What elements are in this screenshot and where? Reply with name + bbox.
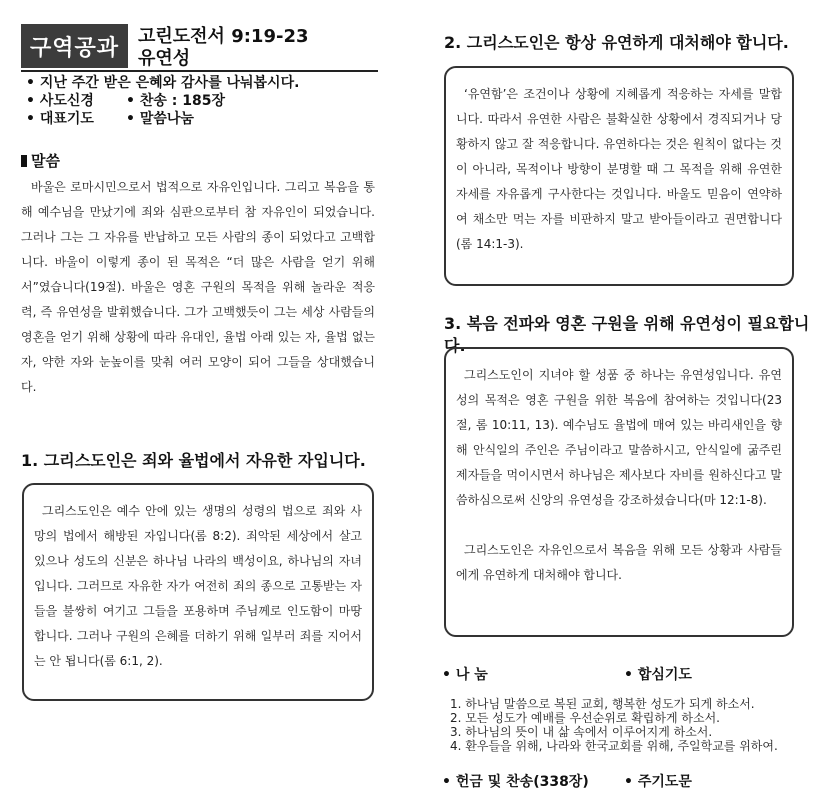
prayer-item: 2. 모든 성도가 예배를 우선순위로 확립하게 하소서. (450, 711, 720, 725)
header-tag: 구역공과 (21, 24, 128, 68)
point-1-text: 그리스도인은 예수 안에 있는 생명의 성령의 법으로 죄와 사망의 법에서 해방된 자입니다(롬 8:2). 죄악된 세상에서 살고 있으나 성도의 신분은 하나님 나라의 백성이요, 하나님의 자녀입니다. 그러므로 자유한 자가 여전히 죄의 종으로 고통받는 자들을 불쌍히 여기고 그들을 포용하며 주님께로 인도함이 마땅합니다. 그러나 구원의 은혜를 더하기 위해 일부러 죄를 지어서는 안 됩니다(롬 6:1, 2). (34, 504, 362, 668)
bullet-square-icon (21, 155, 27, 167)
point-1-heading: 1. 그리스도인은 죄와 율법에서 자유한 자입니다. (21, 451, 366, 470)
prayer-item: 3. 하나님의 뜻이 내 삶 속에서 이루어지게 하소서. (450, 725, 713, 739)
point-3-text: 그리스도인이 지녀야 할 성품 중 하나는 유연성입니다. 유연성의 목적은 영혼 구원을 위한 복음에 참여하는 것입니다(23절, 롬 10:11, 13). 예수님도 율법에 매여 있는 바리새인을 향해 안식일의 주인은 주님이라고 말씀하시고, 안식일에 굶주린 제자들을 먹이시면서 하나님은 제사보다 자비를 원하신다고 말씀하심으로써 신앙의 유연성을 강조하셨습니다(마 12:1-8). (456, 368, 782, 507)
point-2-text: ‘유연함’은 조건이나 상황에 지혜롭게 적응하는 자세를 말합니다. 따라서 유연한 사람은 불확실한 상황에서 경직되거나 당황하지 않고 잘 적응합니다. 유연하다는 것은 원칙이 없다는 것이 아니라, 목적이나 방향이 분명할 때 그 목적을 위해 유연한 자세를 자유롭게 구사한다는 것입니다. 바울도 믿음이 연약하여 채소만 먹는 자를 비판하지 말고 받아들이라고 권면합니다(롬 14:1-3). (456, 87, 782, 251)
prayer-item: 1. 하나님 말씀으로 복된 교회, 행복한 성도가 되게 하소서. (450, 697, 755, 711)
order-row (26, 110, 299, 128)
point-2-box (444, 66, 794, 286)
word-label: 말씀 (31, 152, 60, 170)
joint-prayer-label: • 합심기도 (624, 667, 692, 683)
point-3-conclusion: 그리스도인은 자유인으로서 복음을 위해 모든 상황과 사람들에게 유연하게 대처해야 합니다. (456, 543, 782, 582)
offering-hymn-label: • 헌금 및 찬송(338장) (442, 774, 589, 790)
point-2-heading: 2. 그리스도인은 항상 유연하게 대처해야 합니다. (444, 33, 789, 52)
point-3-box (444, 347, 794, 637)
order-row (26, 92, 299, 110)
lords-prayer-label: • 주기도문 (624, 774, 692, 790)
order-representative-prayer: • 대표기도 (26, 111, 94, 127)
word-paragraph: 바울은 로마시민으로서 법적으로 자유인입니다. 그리고 복음을 통해 예수님을 만났기에 죄와 심판으로부터 참 자유인이 되었습니다. 그러나 그는 그 자유를 반납하고 모든 사람의 종이 되었다고 고백합니다. 바울이 이렇게 종이 된 목적은 “더 많은 사람을 얻기 위해서”였습니다(19절). 바울은 영혼 구원의 목적을 위해 놀라운 적응력, 즉 유연성을 발휘했습니다. 그가 고백했듯이 그는 세상 사람들의 영혼을 얻기 위해 상황에 따라 유대인, 율법 아래 있는 자, 율법 없는 자, 약한 자와 눈높이를 맞춰 여러 모양이 되어 그들을 상대했습니다. (21, 180, 375, 394)
header-title (138, 26, 309, 70)
prayer-list (450, 697, 778, 753)
order-hymn: • 찬송 : 185장 (126, 93, 225, 109)
order-word-sharing: • 말씀나눔 (126, 111, 194, 127)
word-section-label (21, 150, 60, 171)
point-3-heading: 3. 복음 전파와 영혼 구원을 위해 유연성이 필요합니다. (444, 314, 810, 355)
sharing-label: • 나 눔 (442, 667, 488, 683)
point-1-box (22, 483, 374, 701)
header-divider (21, 70, 378, 72)
order-apostles-creed: • 사도신경 (26, 93, 94, 109)
order-row-greeting: • 지난 주간 받은 은혜와 감사를 나눠봅시다. (26, 75, 300, 91)
order-of-service (26, 74, 299, 128)
prayer-item: 4. 환우들을 위해, 나라와 한국교회를 위해, 주일학교를 위하여. (450, 739, 778, 753)
lesson-subtitle: 유연성 (138, 48, 191, 69)
scripture-reference: 고린도전서 9:19-23 (138, 26, 309, 47)
